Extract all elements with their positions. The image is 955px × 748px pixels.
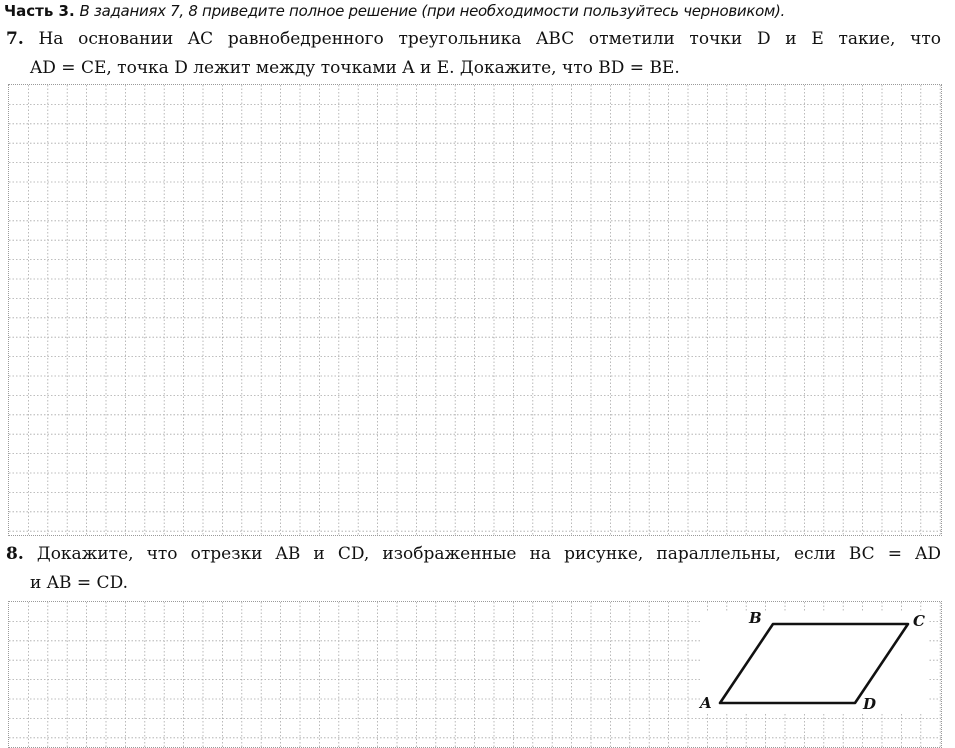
task-8-number: 8. <box>6 544 24 564</box>
part-title: Часть 3. <box>4 2 75 20</box>
vertex-label-c: C <box>913 612 925 630</box>
task-7-text-line-2: AD = CE, точка D лежит между точками A и E. Докажите, что BD = BE. <box>30 58 680 78</box>
part-instruction: В заданиях 7, 8 приведите полное решение (при необходимости пользуйтесь черновиком). <box>79 2 785 20</box>
task-8-text-line-1: Докажите, что отрезки AB и CD, изображенные на рисунке, параллельны, если BC = AD <box>36 544 942 564</box>
task-8 <box>6 540 941 598</box>
task-7-number: 7. <box>6 29 24 49</box>
parallelogram-figure <box>690 604 940 720</box>
figure-background <box>702 612 928 712</box>
task-8-text-line-2: и AB = CD. <box>30 573 128 593</box>
task-7 <box>6 25 941 83</box>
task-7-line-1 <box>6 25 941 54</box>
part-header <box>4 2 785 20</box>
task-7-text-line-1: На основании AC равнобедренного треугольника ABC отметили точки D и E такие, что <box>38 29 942 49</box>
task-7-answer-grid[interactable] <box>8 84 942 536</box>
task-8-line-1 <box>6 540 941 569</box>
grid-lines <box>9 85 941 535</box>
vertex-label-b: B <box>749 609 762 627</box>
vertex-label-d: D <box>863 695 877 713</box>
vertex-label-a: A <box>700 694 712 712</box>
